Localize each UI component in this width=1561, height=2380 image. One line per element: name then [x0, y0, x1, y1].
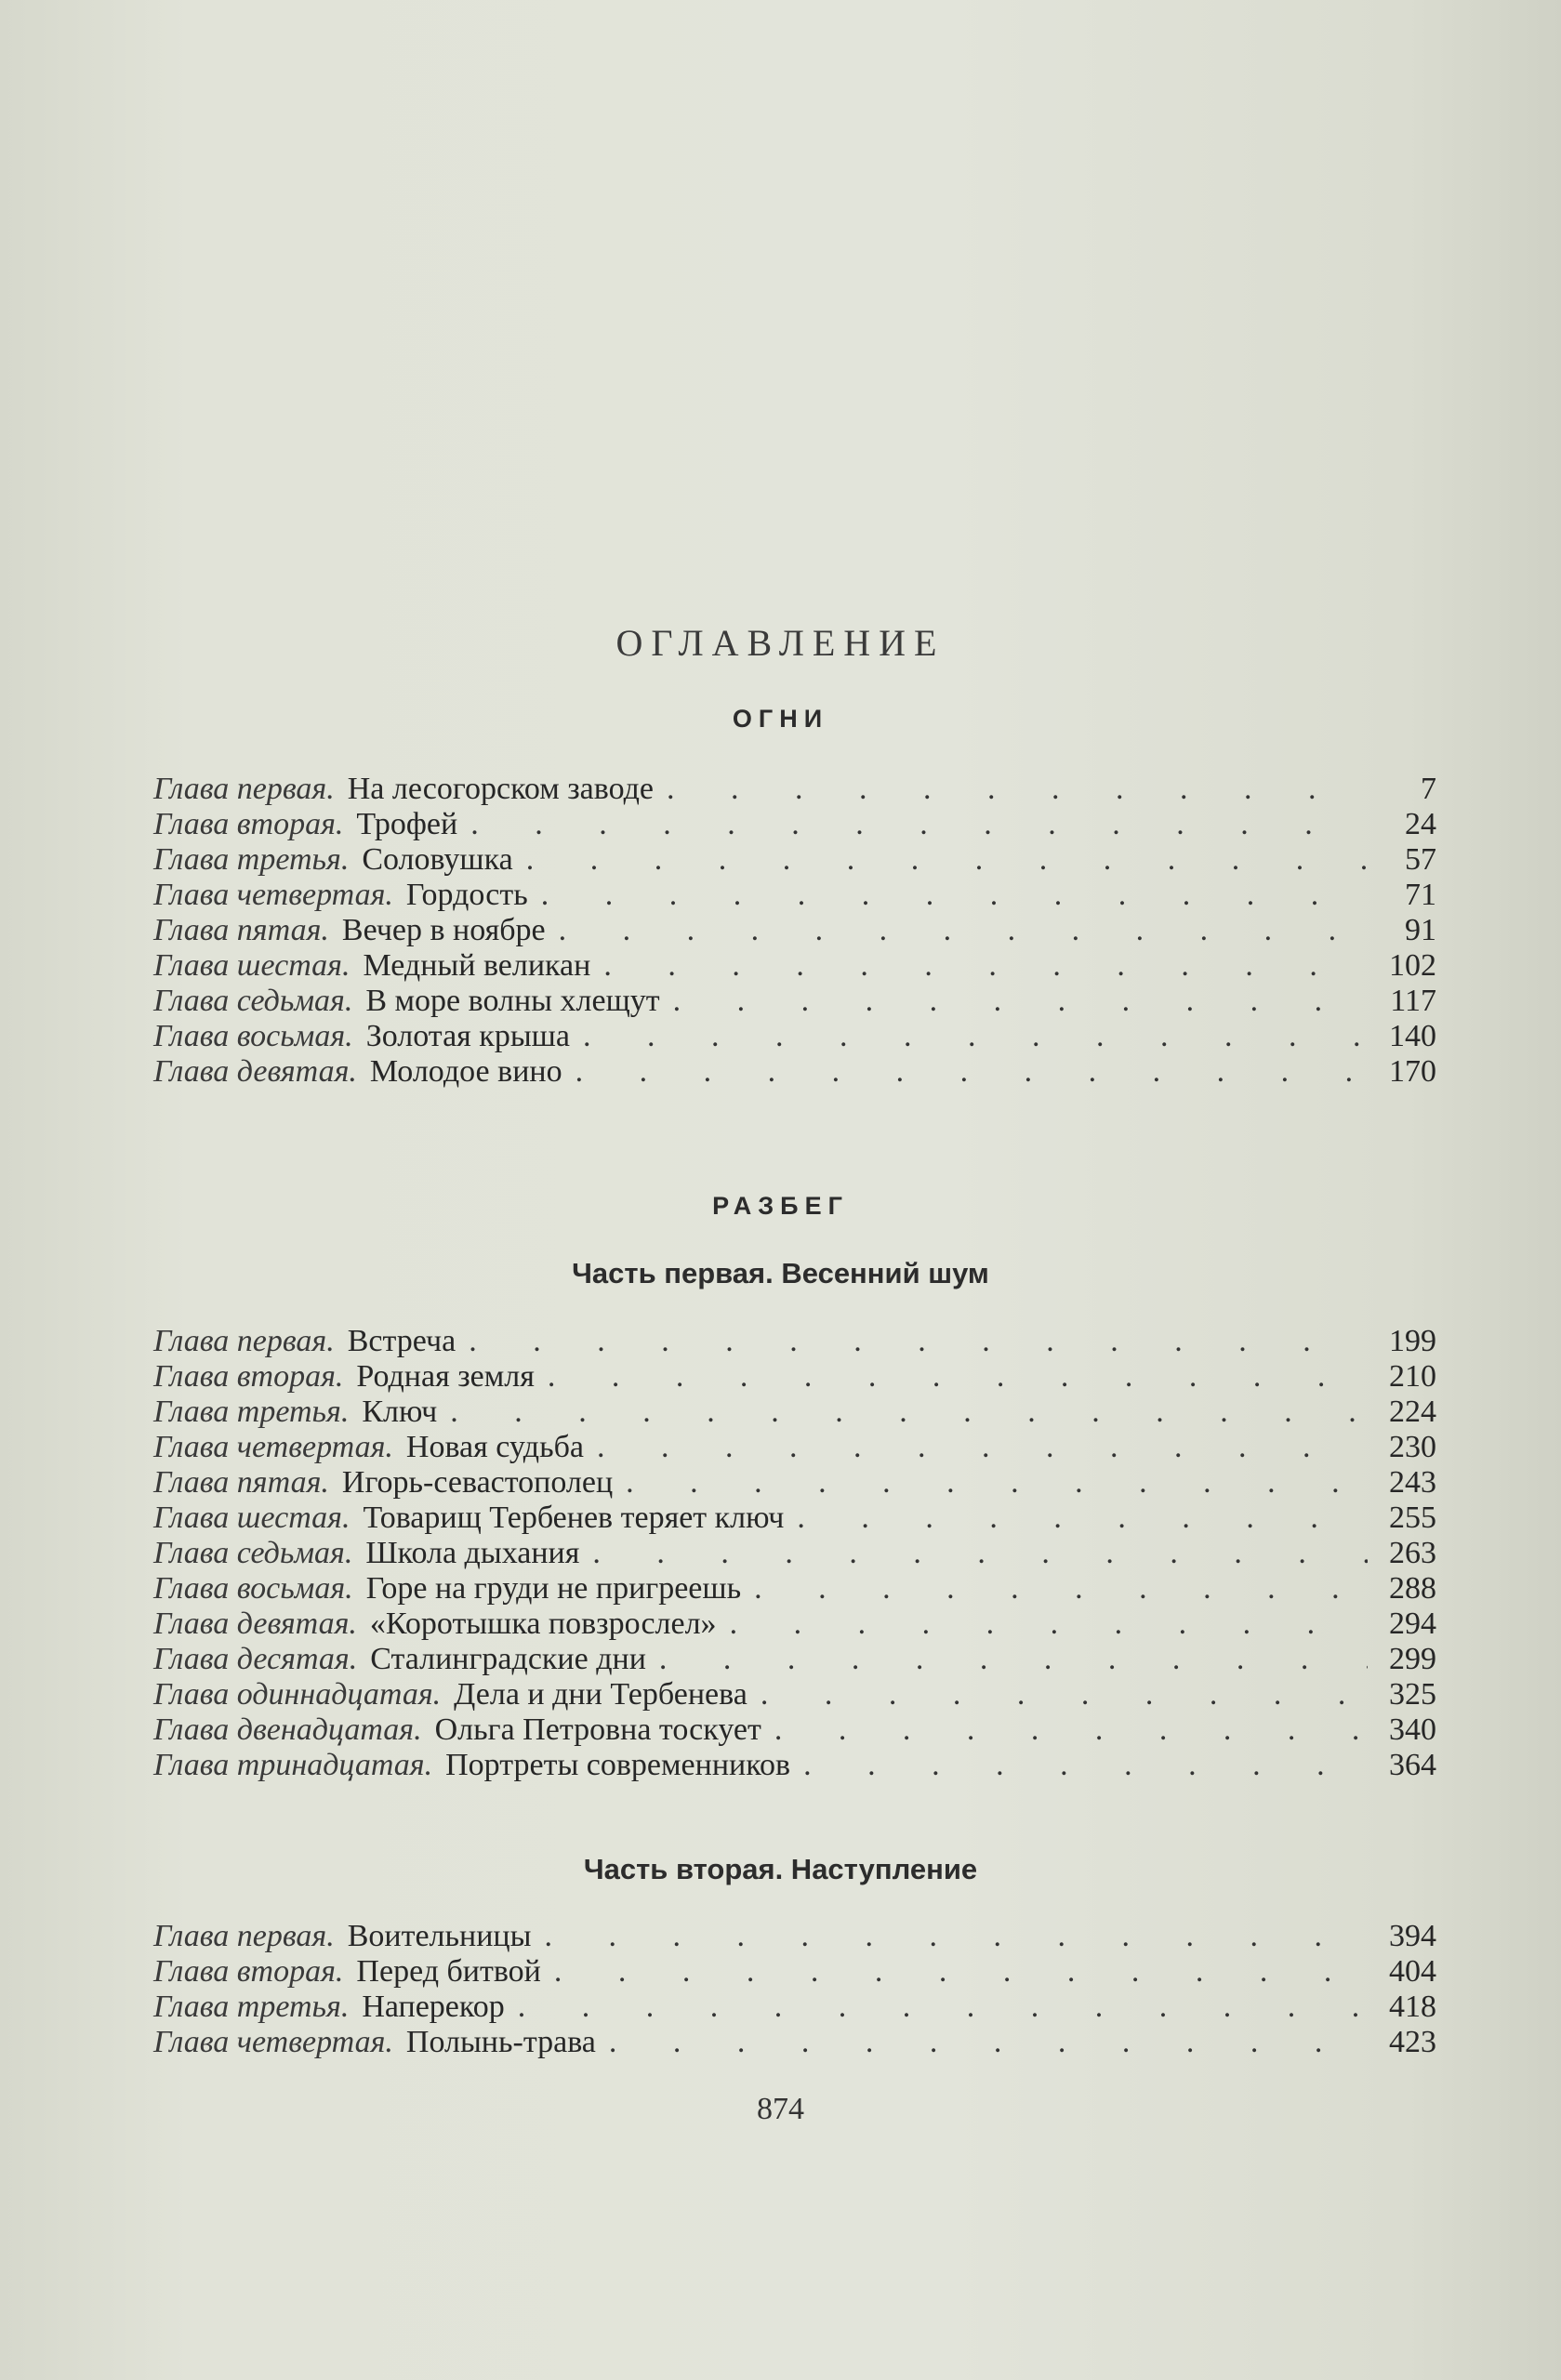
toc-entry[interactable] — [153, 842, 1436, 878]
dot-leader — [526, 842, 1368, 878]
toc-entry[interactable] — [153, 1954, 1436, 1990]
page-number: 102 — [1389, 948, 1436, 983]
chapter-name: Трофей — [356, 807, 458, 841]
page-number: 91 — [1405, 913, 1436, 947]
page-number: 325 — [1389, 1677, 1436, 1712]
chapter-name: Ольга Петровна тоскует — [434, 1712, 761, 1747]
chapter-label: Глава первая. — [153, 772, 335, 806]
chapter-label: Глава четвертая. — [153, 878, 393, 912]
chapter-label: Глава одиннадцатая. — [153, 1677, 442, 1712]
toc-entry[interactable] — [153, 1430, 1436, 1465]
dot-leader — [575, 1054, 1368, 1090]
chapter-name: Молодое вино — [369, 1054, 562, 1089]
page-number: 57 — [1405, 842, 1436, 877]
toc-list-part-1 — [153, 1324, 1436, 1783]
dot-leader — [609, 2025, 1368, 2060]
page-number: 7 — [1421, 772, 1436, 806]
dot-leader — [797, 1501, 1368, 1536]
toc-entry[interactable] — [153, 807, 1436, 842]
dot-leader — [541, 878, 1368, 913]
chapter-label: Глава седьмая. — [153, 1536, 353, 1570]
chapter-name: Школа дыхания — [365, 1536, 580, 1570]
dot-leader — [626, 1465, 1368, 1501]
chapter-name: Медный великан — [363, 948, 591, 983]
toc-entry[interactable] — [153, 1571, 1436, 1606]
chapter-label: Глава первая. — [153, 1919, 335, 1953]
toc-entry[interactable] — [153, 1990, 1436, 2025]
toc-entry[interactable] — [153, 1919, 1436, 1954]
page-number: 423 — [1389, 2025, 1436, 2059]
page-number: 170 — [1389, 1054, 1436, 1089]
dot-leader — [803, 1748, 1368, 1783]
chapter-label: Глава пятая. — [153, 913, 329, 947]
toc-entry[interactable] — [153, 1677, 1436, 1712]
chapter-name: Дела и дни Тербенева — [454, 1677, 747, 1712]
chapter-label: Глава девятая. — [153, 1606, 357, 1641]
page-number: 199 — [1389, 1324, 1436, 1358]
chapter-name: Горе на груди не пригреешь — [365, 1571, 742, 1606]
chapter-name: Портреты современников — [445, 1748, 791, 1782]
dot-leader — [470, 807, 1368, 842]
dot-leader — [754, 1571, 1368, 1606]
chapter-name: Наперекор — [362, 1990, 505, 2024]
chapter-label: Глава шестая. — [153, 1501, 351, 1535]
page-number: 263 — [1389, 1536, 1436, 1570]
dot-leader — [761, 1677, 1368, 1712]
chapter-label: Глава пятая. — [153, 1465, 329, 1500]
toc-entry[interactable] — [153, 1536, 1436, 1571]
chapter-name: Товарищ Тербенев теряет ключ — [363, 1501, 785, 1535]
page-number: 230 — [1389, 1430, 1436, 1464]
dot-leader — [554, 1954, 1368, 1990]
dot-leader — [603, 948, 1368, 984]
dot-leader — [730, 1606, 1368, 1642]
chapter-label: Глава вторая. — [153, 807, 344, 841]
chapter-label: Глава третья. — [153, 1395, 350, 1429]
page-number: 210 — [1389, 1359, 1436, 1394]
toc-entry[interactable] — [153, 913, 1436, 948]
page-number: 394 — [1389, 1919, 1436, 1953]
chapter-name: В море волны хлещут — [365, 984, 660, 1018]
toc-entry[interactable] — [153, 1465, 1436, 1501]
page-number: 71 — [1405, 878, 1436, 912]
toc-entry[interactable] — [153, 1748, 1436, 1783]
dot-leader — [659, 1642, 1368, 1677]
chapter-label: Глава четвертая. — [153, 1430, 393, 1464]
toc-entry[interactable] — [153, 1395, 1436, 1430]
chapter-name: Гордость — [405, 878, 528, 912]
chapter-label: Глава четвертая. — [153, 2025, 393, 2059]
chapter-label: Глава третья. — [153, 842, 350, 877]
dot-leader — [450, 1395, 1368, 1430]
section-title-ogni: ОГНИ — [732, 705, 829, 733]
page-number-footer: 874 — [757, 2092, 804, 2126]
chapter-name: Воительницы — [347, 1919, 532, 1953]
chapter-name: Перед битвой — [356, 1954, 541, 1989]
chapter-name: Золотая крыша — [365, 1019, 570, 1053]
page-number: 24 — [1405, 807, 1436, 841]
page-number: 243 — [1389, 1465, 1436, 1500]
dot-leader — [518, 1990, 1368, 2025]
dot-leader — [548, 1359, 1368, 1395]
chapter-label: Глава десятая. — [153, 1642, 358, 1676]
page-number: 340 — [1389, 1712, 1436, 1747]
toc-entry[interactable] — [153, 1019, 1436, 1054]
chapter-label: Глава первая. — [153, 1324, 335, 1358]
dot-leader — [544, 1919, 1368, 1954]
toc-entry[interactable] — [153, 984, 1436, 1019]
chapter-name: Встреча — [347, 1324, 456, 1358]
page-number: 224 — [1389, 1395, 1436, 1429]
dot-leader — [583, 1019, 1368, 1054]
page-number: 117 — [1390, 984, 1436, 1018]
chapter-label: Глава тринадцатая. — [153, 1748, 433, 1782]
toc-entry[interactable] — [153, 2025, 1436, 2060]
chapter-name: На лесогорском заводе — [347, 772, 654, 806]
chapter-name: Игорь-севастополец — [341, 1465, 614, 1500]
dot-leader — [667, 772, 1368, 807]
page-number: 299 — [1389, 1642, 1436, 1676]
toc-entry[interactable] — [153, 772, 1436, 807]
dot-leader — [559, 913, 1368, 948]
toc-list-part-2 — [153, 1919, 1436, 2060]
chapter-label: Глава восьмая. — [153, 1571, 353, 1606]
chapter-name: Ключ — [362, 1395, 438, 1429]
toc-list-ogni — [153, 772, 1436, 1090]
toc-entry[interactable] — [153, 1324, 1436, 1359]
chapter-name: «Коротышка повзрослел» — [369, 1606, 717, 1641]
page-number: 140 — [1389, 1019, 1436, 1053]
toc-entry[interactable] — [153, 878, 1436, 913]
chapter-label: Глава девятая. — [153, 1054, 357, 1089]
chapter-label: Глава третья. — [153, 1990, 350, 2024]
toc-entry[interactable] — [153, 1712, 1436, 1748]
dot-leader — [469, 1324, 1368, 1359]
page-number: 404 — [1389, 1954, 1436, 1989]
chapter-label: Глава вторая. — [153, 1359, 344, 1394]
page-number: 255 — [1389, 1501, 1436, 1535]
toc-entry[interactable] — [153, 1054, 1436, 1090]
page-number: 418 — [1389, 1990, 1436, 2024]
section-title-razbeg: РАЗБЕГ — [712, 1192, 849, 1220]
chapter-name: Полынь-трава — [405, 2025, 596, 2059]
dot-leader — [597, 1430, 1368, 1465]
part-title-2: Часть вторая. Наступление — [583, 1853, 978, 1885]
dot-leader — [592, 1536, 1368, 1571]
table-of-contents-title: ОГЛАВЛЕНИЕ — [615, 622, 946, 664]
part-title-1: Часть первая. Весенний шум — [572, 1257, 989, 1289]
chapter-name: Соловушка — [362, 842, 513, 877]
toc-entry[interactable] — [153, 948, 1436, 984]
toc-entry[interactable] — [153, 1642, 1436, 1677]
toc-entry[interactable] — [153, 1359, 1436, 1395]
page-number: 288 — [1389, 1571, 1436, 1606]
chapter-label: Глава седьмая. — [153, 984, 353, 1018]
chapter-label: Глава вторая. — [153, 1954, 344, 1989]
toc-entry[interactable] — [153, 1606, 1436, 1642]
chapter-name: Новая судьба — [405, 1430, 584, 1464]
chapter-name: Родная земля — [356, 1359, 535, 1394]
toc-entry[interactable] — [153, 1501, 1436, 1536]
page-number: 364 — [1389, 1748, 1436, 1782]
chapter-label: Глава восьмая. — [153, 1019, 353, 1053]
page-number: 294 — [1389, 1606, 1436, 1641]
dot-leader — [673, 984, 1368, 1019]
chapter-name: Вечер в ноябре — [341, 913, 546, 947]
chapter-label: Глава шестая. — [153, 948, 351, 983]
chapter-label: Глава двенадцатая. — [153, 1712, 422, 1747]
dot-leader — [774, 1712, 1368, 1748]
chapter-name: Сталинградские дни — [370, 1642, 646, 1676]
